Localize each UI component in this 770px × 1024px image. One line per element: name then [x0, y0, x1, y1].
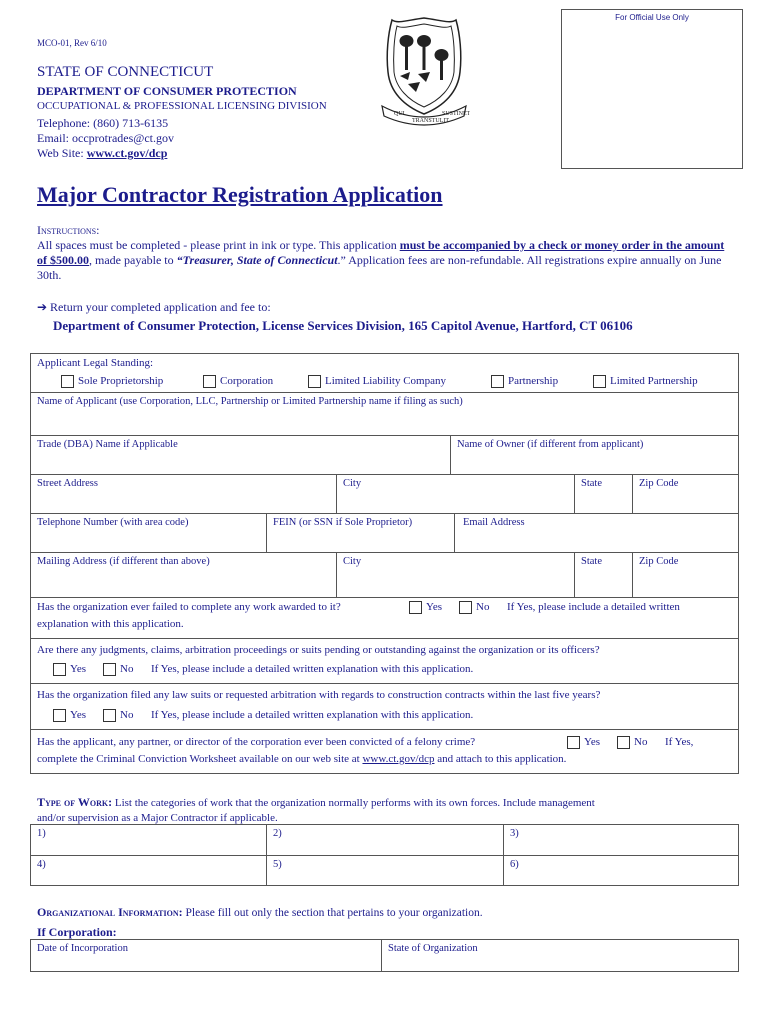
- work-category-6[interactable]: [504, 856, 740, 885]
- agency-email: Email: occprotrades@ct.gov: [37, 131, 175, 145]
- seal-motto-1: QUI: [394, 111, 405, 117]
- page-title: Major Contractor Registration Application: [37, 182, 443, 207]
- mailing-address-field[interactable]: [31, 553, 337, 597]
- org-info-heading: Organizational Information:: [37, 905, 183, 919]
- applicant-name-field[interactable]: [31, 393, 738, 435]
- checkbox[interactable]: [409, 601, 422, 614]
- work-category-3[interactable]: [504, 825, 740, 855]
- date-of-incorporation-field[interactable]: [31, 940, 382, 971]
- checkbox[interactable]: [103, 709, 116, 722]
- official-use-label: For Official Use Only: [615, 13, 689, 22]
- trade-name-row: [31, 436, 738, 475]
- question-followup-2: [37, 753, 566, 765]
- corporation-table: [30, 939, 739, 972]
- option-label: Sole Proprietorship: [78, 375, 164, 388]
- instructions-heading: Instructions:: [37, 223, 100, 237]
- q3-yes-option[interactable]: [53, 709, 86, 722]
- field-label: Zip Code: [639, 556, 679, 567]
- checkbox[interactable]: [53, 709, 66, 722]
- cell-label: 3): [510, 828, 519, 839]
- option-partnership[interactable]: [491, 375, 558, 388]
- checkbox[interactable]: [459, 601, 472, 614]
- yes-label: Yes: [584, 736, 601, 749]
- state-seal-icon: [378, 14, 470, 132]
- option-limited-partnership[interactable]: [593, 375, 698, 388]
- checkbox[interactable]: [593, 375, 606, 388]
- type-of-work-text: List the categories of work that the organization normally performs with its own forces. Include management: [114, 797, 595, 809]
- option-corporation[interactable]: [203, 375, 273, 388]
- no-label: No: [476, 601, 490, 614]
- checkbox[interactable]: [103, 663, 116, 676]
- option-label: Limited Liability Company: [325, 375, 446, 388]
- type-of-work-heading: Type of Work:: [37, 795, 113, 809]
- website-link[interactable]: www.ct.gov/dcp: [362, 753, 435, 765]
- type-of-work-text-2: and/or supervision as a Major Contractor if applicable.: [37, 812, 278, 824]
- cell-label: 5): [273, 859, 282, 870]
- email-field[interactable]: [455, 514, 740, 552]
- question-followup-2: explanation with this application.: [37, 618, 184, 630]
- corporation-label: If Corporation:: [37, 925, 117, 939]
- question-felony: [30, 730, 739, 774]
- no-label: No: [120, 663, 134, 676]
- website-link[interactable]: www.ct.gov/dcp: [86, 146, 168, 160]
- applicant-table: [30, 353, 739, 598]
- street-address-field[interactable]: [31, 475, 337, 513]
- checkbox[interactable]: [617, 736, 630, 749]
- instructions-text-3: .” Application fees are non-refundable. All registrations expire annually on June 30th.: [37, 253, 722, 282]
- state-field[interactable]: [575, 475, 633, 513]
- yes-label: Yes: [70, 663, 87, 676]
- question-lawsuits: [30, 684, 739, 730]
- checkbox[interactable]: [308, 375, 321, 388]
- work-row-1: [31, 825, 738, 856]
- cell-label: 6): [510, 859, 519, 870]
- no-label: No: [634, 736, 648, 749]
- agency-division: OCCUPATIONAL & PROFESSIONAL LICENSING DIVISION: [37, 100, 327, 112]
- field-label: FEIN (or SSN if Sole Proprietor): [273, 517, 413, 528]
- instructions-fee-note: must be accompanied by a check or money order in the amount of $500.00: [37, 238, 725, 267]
- q3-no-option[interactable]: [103, 709, 133, 722]
- yes-label: Yes: [70, 709, 87, 722]
- return-instruction: ➔ Return your completed application and fee to:: [37, 300, 271, 314]
- agency-website: [37, 146, 167, 161]
- question-followup: If Yes, please include a detailed written explanation with this application.: [151, 663, 474, 675]
- instructions-payee: “Treasurer, State of Connecticut: [176, 253, 338, 267]
- checkbox[interactable]: [567, 736, 580, 749]
- work-category-4[interactable]: [31, 856, 267, 885]
- work-category-table: [30, 824, 739, 886]
- q4-yes-option[interactable]: [567, 736, 600, 749]
- agency-department: DEPARTMENT OF CONSUMER PROTECTION: [37, 84, 297, 98]
- cell-label: 2): [273, 828, 282, 839]
- seal-motto-3: SUSTINET: [442, 111, 470, 117]
- applicant-name-row: [31, 393, 738, 436]
- question-followup: If Yes, please include a detailed written: [507, 601, 680, 613]
- field-label: Zip Code: [639, 478, 679, 489]
- question-text: Has the applicant, any partner, or director of the corporation ever been convicted of a felony crime?: [37, 736, 476, 748]
- mailing-zip-field[interactable]: [633, 553, 740, 597]
- city-field[interactable]: [337, 475, 575, 513]
- field-label: Mailing Address (if different than above): [37, 556, 210, 567]
- type-of-work-intro: [37, 795, 737, 826]
- option-llc[interactable]: [308, 375, 446, 388]
- option-sole-proprietorship[interactable]: [61, 375, 163, 388]
- checkbox[interactable]: [203, 375, 216, 388]
- seal-motto-2: TRANSTULIT: [412, 118, 449, 124]
- trade-name-field[interactable]: [31, 436, 451, 474]
- q1-yes-option[interactable]: [409, 601, 442, 614]
- field-label: State of Organization: [388, 943, 478, 954]
- option-label: Corporation: [220, 375, 274, 388]
- org-info-intro: [37, 905, 483, 920]
- field-label: Name of Owner (if different from applicant): [457, 439, 644, 450]
- question-text: Has the organization ever failed to complete any work awarded to it?: [37, 601, 341, 613]
- legal-standing-row: [31, 354, 738, 393]
- cell-label: 4): [37, 859, 46, 870]
- field-label: Name of Applicant (use Corporation, LLC, Partnership or Limited Partnership name if filing as such): [37, 396, 463, 407]
- field-label: City: [343, 556, 362, 567]
- telephone-field[interactable]: [31, 514, 267, 552]
- checkbox[interactable]: [491, 375, 504, 388]
- question-text: Are there any judgments, claims, arbitration proceedings or suits pending or outstanding against the organization or its officers?: [37, 644, 600, 656]
- field-label: Trade (DBA) Name if Applicable: [37, 439, 178, 450]
- option-label: Limited Partnership: [610, 375, 698, 388]
- followup-text: and attach to this application.: [434, 753, 567, 765]
- work-category-2[interactable]: [267, 825, 504, 855]
- work-row-2: [31, 856, 738, 885]
- checkbox[interactable]: [53, 663, 66, 676]
- form-code: MCO-01, Rev 6/10: [37, 38, 107, 48]
- cell-label: 1): [37, 828, 46, 839]
- legal-standing-label: Applicant Legal Standing:: [37, 357, 154, 369]
- work-category-5[interactable]: [267, 856, 504, 885]
- question-followup: If Yes, please include a detailed written explanation with this application.: [151, 709, 474, 721]
- instructions-text-2: , made payable to: [89, 253, 177, 267]
- field-label: Date of Incorporation: [37, 943, 128, 954]
- field-label: State: [581, 478, 602, 489]
- question-text: Has the organization filed any law suits or requested arbitration with regards to construction contracts within the last five years?: [37, 689, 601, 701]
- return-address: Department of Consumer Protection, License Services Division, 165 Capitol Avenue, Hartford, CT 06106: [53, 318, 633, 333]
- option-label: Partnership: [508, 375, 559, 388]
- mailing-state-field[interactable]: [575, 553, 633, 597]
- field-label: Email Address: [463, 517, 525, 528]
- yes-label: Yes: [426, 601, 443, 614]
- instructions-body: [37, 238, 737, 283]
- street-address-row: [31, 475, 738, 514]
- official-use-box: [561, 9, 743, 169]
- q4-no-option[interactable]: [617, 736, 647, 749]
- mailing-address-row: [31, 553, 738, 597]
- q2-no-option[interactable]: [103, 663, 133, 676]
- question-failed-work: [30, 597, 739, 639]
- agency-name: STATE OF CONNECTICUT: [37, 64, 214, 80]
- state-of-organization-field[interactable]: [382, 940, 738, 971]
- field-label: State: [581, 556, 602, 567]
- field-label: Street Address: [37, 478, 98, 489]
- instructions-text-1: All spaces must be completed - please print in ink or type. This application: [37, 238, 400, 252]
- followup-text: complete the Criminal Conviction Worksheet available on our web site at: [37, 753, 363, 765]
- zip-field[interactable]: [633, 475, 740, 513]
- owner-name-field[interactable]: [451, 436, 740, 474]
- q2-yes-option[interactable]: [53, 663, 86, 676]
- field-label: Telephone Number (with area code): [37, 517, 189, 528]
- contact-row: [31, 514, 738, 553]
- agency-telephone: Telephone: (860) 713-6135: [37, 116, 169, 130]
- no-label: No: [120, 709, 134, 722]
- field-label: City: [343, 478, 362, 489]
- q1-no-option[interactable]: [459, 601, 489, 614]
- question-followup: If Yes,: [665, 736, 694, 748]
- mailing-city-field[interactable]: [337, 553, 575, 597]
- org-info-text: Please fill out only the section that pertains to your organization.: [185, 907, 483, 919]
- checkbox[interactable]: [61, 375, 74, 388]
- fein-field[interactable]: [267, 514, 455, 552]
- work-category-1[interactable]: [31, 825, 267, 855]
- question-judgments: [30, 639, 739, 684]
- website-label: Web Site:: [37, 146, 87, 160]
